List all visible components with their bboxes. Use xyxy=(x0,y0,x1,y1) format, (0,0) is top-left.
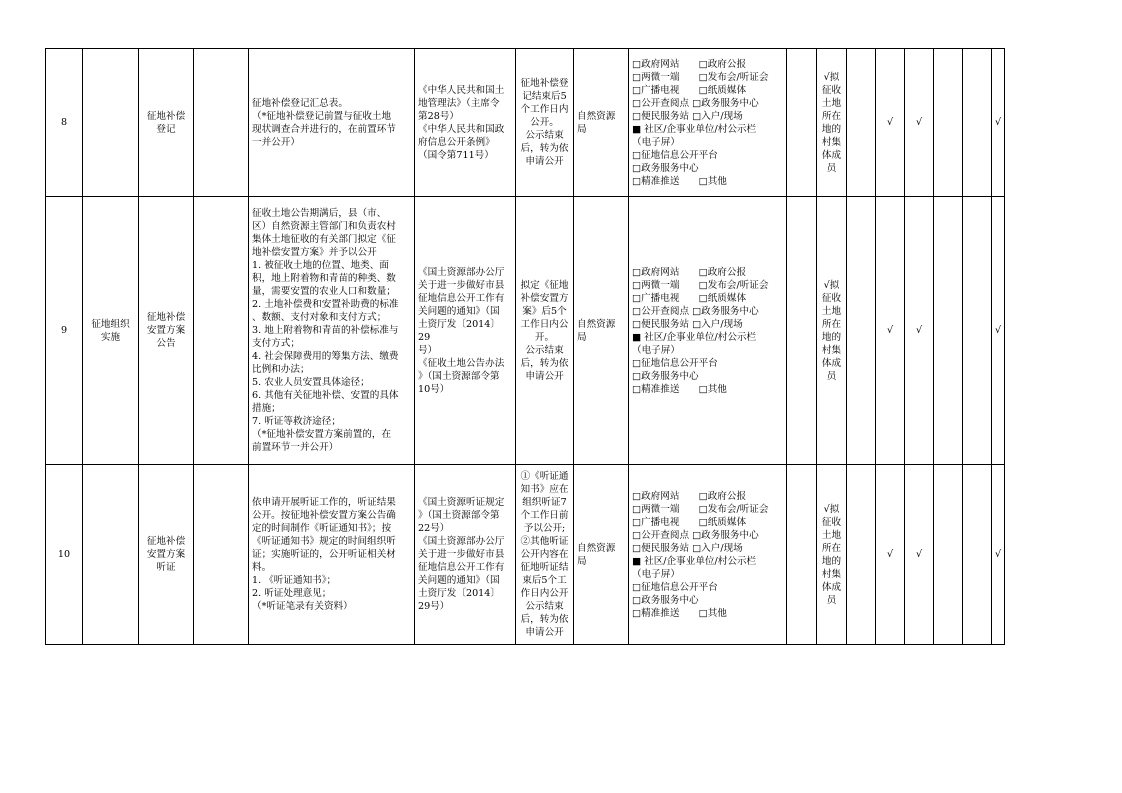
disclosure-channels xyxy=(629,49,787,197)
channel-option: □精准推送 □其他 xyxy=(632,383,727,395)
basis-line: （国令第711号） xyxy=(418,149,494,161)
scope-line: 体成 xyxy=(821,581,842,593)
scope-line: 土地 xyxy=(821,529,842,541)
basis-line: 土资厅发〔2014〕29 xyxy=(418,318,500,343)
basis-line: 《中华人民共和国政 xyxy=(418,123,505,135)
time-line: 知书》应在 xyxy=(520,484,569,495)
content-line: 征地补偿登记汇总表。 xyxy=(252,97,348,109)
scope-line: 征收 xyxy=(821,516,842,528)
time-line: ②其他听证 xyxy=(520,536,569,547)
check-mark xyxy=(934,465,963,645)
channel-option: □广播电视 □纸质媒体 xyxy=(632,292,747,304)
content-line: （*征地补偿登记前置与征收土地 xyxy=(252,110,392,122)
time-line: 后，转为依 xyxy=(520,357,569,369)
time-line: 申请公开 xyxy=(525,156,564,167)
channel-option: □政务服务中心 xyxy=(632,594,699,606)
check-mark: √ xyxy=(992,49,1005,197)
content-line: 6. 其他有关征地补偿、安置的具体 xyxy=(252,390,399,401)
content-line: 5. 农业人员安置具体途径； xyxy=(252,377,370,388)
basis-line: 土资厅发〔2014〕 xyxy=(418,588,500,599)
content-line: 证；实施听证的，公开听证相关材 xyxy=(252,549,396,560)
basis-line: 关于进一步做好市县 xyxy=(418,279,505,291)
scope-line: √拟 xyxy=(823,279,840,291)
check-mark xyxy=(847,197,876,465)
disclosure-subject: 自然资源 局 xyxy=(574,197,629,465)
disclosure-content xyxy=(249,49,415,197)
scope-line: 村集 xyxy=(821,344,842,356)
time-line: 申请公开 xyxy=(525,370,564,382)
table-row xyxy=(46,49,1005,197)
disclosure-time xyxy=(516,49,574,197)
time-line: 后，转为依 xyxy=(520,614,569,625)
time-line: 开。 xyxy=(534,331,555,343)
content-line: （*征地补偿安置方案前置的，在 xyxy=(252,429,392,440)
content-line: 现状调查合并进行的，在前置环节 xyxy=(252,123,396,135)
scope-line: √拟 xyxy=(823,503,840,515)
time-line: 束后5个工 xyxy=(522,575,567,586)
channel-option: □便民服务站 □入户/现场 xyxy=(632,318,743,330)
basis-line: 29号） xyxy=(418,601,450,612)
channel-option: □公开查阅点 □政务服务中心 xyxy=(632,97,759,109)
channel-option: ■ 社区/企事业单位/村公示栏 xyxy=(632,555,757,567)
channel-option: ■ 社区/企事业单位/村公示栏 xyxy=(632,123,757,135)
basis-line: 10号） xyxy=(418,383,450,395)
content-line: 措施； xyxy=(252,403,281,414)
check-mark: √ xyxy=(905,465,934,645)
blank-cell xyxy=(787,465,817,645)
content-line: 2. 土地补偿费和安置补助费的标准 xyxy=(252,299,399,310)
scope-line: 所在 xyxy=(821,110,842,122)
content-line: 一并公开） xyxy=(252,136,300,148)
time-line: 后，转为依 xyxy=(520,143,569,154)
channel-option: □政府网站 □政府公报 xyxy=(632,58,747,70)
scope-line: 体成 xyxy=(821,357,842,369)
time-line: 组织听证7 xyxy=(522,497,567,508)
check-mark xyxy=(963,465,992,645)
content-line: 区）自然资源主管部门和负责农村 xyxy=(252,221,396,232)
check-mark xyxy=(847,465,876,645)
scope-line: √拟 xyxy=(823,71,840,83)
table-row xyxy=(46,465,1005,645)
scope-line: 员 xyxy=(826,370,837,382)
basis-line: 关问题的通知》（国 xyxy=(418,575,500,586)
channel-option: □精准推送 □其他 xyxy=(632,607,727,619)
time-line: 申请公开 xyxy=(525,627,564,638)
time-line: 征地听证结 xyxy=(520,562,569,573)
disclosure-table xyxy=(45,48,1005,645)
item-name: 征地补偿 安置方案 听证 xyxy=(139,465,194,645)
time-line: 公示结束 xyxy=(525,601,564,612)
stage-cell xyxy=(83,49,139,197)
content-line: 《听证通知书》规定的时间组织听 xyxy=(252,536,396,547)
basis-line: 《国土资源听证规定 xyxy=(418,497,505,508)
row-number: 9 xyxy=(46,197,83,465)
content-line: 积，地上附着物和青苗的种类、数 xyxy=(252,273,396,284)
basis-line: 《国土资源部办公厅 xyxy=(418,266,505,278)
basis-line: 》（国土资源部令第 xyxy=(418,510,500,521)
channel-option: □两微一端 □发布会/听证会 xyxy=(632,71,769,83)
channel-option: □政府网站 □政府公报 xyxy=(632,266,747,278)
content-line: 比例和办法； xyxy=(252,364,310,375)
disclosure-channels xyxy=(629,465,787,645)
channel-option: □广播电视 □纸质媒体 xyxy=(632,84,747,96)
check-mark xyxy=(847,49,876,197)
channel-option: ■ 社区/企事业单位/村公示栏 xyxy=(632,331,757,343)
scope-line: 土地 xyxy=(821,305,842,317)
disclosure-content xyxy=(249,465,415,645)
channel-option: □政务服务中心 xyxy=(632,162,699,174)
time-line: 公开。 xyxy=(530,117,559,128)
scope-line: 体成 xyxy=(821,149,842,161)
content-line: 1. 《听证通知书》； xyxy=(252,575,337,586)
time-line: 工作日内公 xyxy=(520,318,569,330)
time-line: 拟定《征地 xyxy=(520,279,569,291)
stage-cell: 征地组织 实施 xyxy=(83,197,139,465)
time-line: 记结束后5 xyxy=(522,91,567,102)
content-line: 支付方式； xyxy=(252,338,300,349)
time-line: 作日内公开 xyxy=(520,588,569,599)
disclosure-basis xyxy=(415,197,516,465)
disclosure-time xyxy=(516,197,574,465)
content-line: 公开。按征地补偿安置方案公告确 xyxy=(252,510,396,521)
scope-line: 地的 xyxy=(821,555,842,567)
row-number: 10 xyxy=(46,465,83,645)
content-line: （*听证笔录有关资料） xyxy=(252,601,353,612)
time-line: 公开内容在 xyxy=(520,549,569,560)
check-mark: √ xyxy=(992,197,1005,465)
basis-line: 地管理法》（主席令 xyxy=(418,97,500,109)
disclosure-subject: 自然资源 局 xyxy=(574,465,629,645)
check-mark xyxy=(963,197,992,465)
scope-line: 征收 xyxy=(821,84,842,96)
time-line: 补偿安置方 xyxy=(520,292,569,304)
disclosure-scope xyxy=(817,49,847,197)
content-line: 前置环节一并公开） xyxy=(252,442,339,453)
content-line: 、数额、支付对象和支付方式； xyxy=(252,312,387,323)
disclosure-subject: 自然资源 局 xyxy=(574,49,629,197)
scope-line: 地的 xyxy=(821,123,842,135)
check-mark xyxy=(934,197,963,465)
disclosure-content xyxy=(249,197,415,465)
scope-line: 征收 xyxy=(821,292,842,304)
channel-option: （电子屏） xyxy=(632,568,680,580)
item-subcategory xyxy=(194,197,249,465)
basis-line: 《中华人民共和国土 xyxy=(418,84,505,96)
item-subcategory xyxy=(194,49,249,197)
disclosure-channels xyxy=(629,197,787,465)
channel-option: （电子屏） xyxy=(632,344,680,356)
content-line: 3. 地上附着物和青苗的补偿标准与 xyxy=(252,325,399,336)
scope-line: 员 xyxy=(826,594,837,606)
channel-option: □公开查阅点 □政务服务中心 xyxy=(632,305,759,317)
channel-option: □征地信息公开平台 xyxy=(632,149,718,161)
basis-line: 第28号） xyxy=(418,110,459,122)
item-subcategory xyxy=(194,465,249,645)
content-line: 定的时间制作《听证通知书》；按 xyxy=(252,523,392,534)
content-line: 4. 社会保障费用的筹集方法、缴费 xyxy=(252,351,399,362)
basis-line: 》（国土资源部令第 xyxy=(418,370,500,382)
disclosure-time xyxy=(516,465,574,645)
time-line: ①《听证通 xyxy=(520,471,569,482)
channel-option: □征地信息公开平台 xyxy=(632,581,718,593)
content-line: 地补偿安置方案》并予以公开 xyxy=(252,247,377,258)
channel-option: □公开查阅点 □政务服务中心 xyxy=(632,529,759,541)
channel-option: （电子屏） xyxy=(632,136,680,148)
channel-option: □政府网站 □政府公报 xyxy=(632,490,747,502)
channel-option: □便民服务站 □入户/现场 xyxy=(632,110,743,122)
content-line: 7. 听证等救济途径； xyxy=(252,416,341,427)
channel-option: □政务服务中心 xyxy=(632,370,699,382)
basis-line: 征地信息公开工作有 xyxy=(418,292,505,304)
channel-option: □征地信息公开平台 xyxy=(632,357,718,369)
check-mark: √ xyxy=(876,49,905,197)
content-line: 征收土地公告期满后，县（市、 xyxy=(252,208,387,219)
content-line: 集体土地征收的有关部门拟定《征 xyxy=(252,234,396,245)
basis-line: 关问题的通知》（国 xyxy=(418,305,500,317)
check-mark: √ xyxy=(876,197,905,465)
disclosure-basis xyxy=(415,49,516,197)
scope-line: 村集 xyxy=(821,136,842,148)
check-mark xyxy=(934,49,963,197)
content-line: 依申请开展听证工作的，听证结果 xyxy=(252,497,396,508)
basis-line: 征地信息公开工作有 xyxy=(418,562,505,573)
check-mark xyxy=(963,49,992,197)
time-line: 个工作日前 xyxy=(520,510,569,521)
content-line: 1. 被征收土地的位置、地类、面 xyxy=(252,260,389,271)
basis-line: 《国土资源部办公厅 xyxy=(418,536,505,547)
channel-option: □便民服务站 □入户/现场 xyxy=(632,542,743,554)
time-line: 个工作日内 xyxy=(520,104,569,115)
basis-line: 22号） xyxy=(418,523,450,534)
content-line: 料。 xyxy=(252,562,272,573)
disclosure-basis xyxy=(415,465,516,645)
stage-cell xyxy=(83,465,139,645)
scope-line: 所在 xyxy=(821,542,842,554)
content-line: 量，需要安置的农业人口和数量； xyxy=(252,286,396,297)
disclosure-scope xyxy=(817,465,847,645)
channel-option: □两微一端 □发布会/听证会 xyxy=(632,279,769,291)
check-mark: √ xyxy=(992,465,1005,645)
scope-line: 地的 xyxy=(821,331,842,343)
content-line: 2. 听证处理意见； xyxy=(252,588,332,599)
time-line: 予以公开; xyxy=(523,523,566,534)
check-mark: √ xyxy=(905,197,934,465)
time-line: 公示结束 xyxy=(525,130,564,141)
channel-option: □两微一端 □发布会/听证会 xyxy=(632,503,769,515)
scope-line: 村集 xyxy=(821,568,842,580)
basis-line: 《征收土地公告办法 xyxy=(418,357,505,369)
channel-option: □广播电视 □纸质媒体 xyxy=(632,516,747,528)
time-line: 征地补偿登 xyxy=(520,78,569,89)
scope-line: 员 xyxy=(826,162,837,174)
blank-cell xyxy=(787,197,817,465)
channel-option: □精准推送 □其他 xyxy=(632,175,727,187)
blank-cell xyxy=(787,49,817,197)
item-name: 征地补偿 登记 xyxy=(139,49,194,197)
time-line: 案》后5个 xyxy=(522,305,567,317)
basis-line: 号） xyxy=(418,344,438,356)
scope-line: 土地 xyxy=(821,97,842,109)
table-row xyxy=(46,197,1005,465)
row-number: 8 xyxy=(46,49,83,197)
time-line: 公示结束 xyxy=(525,344,564,356)
scope-line: 所在 xyxy=(821,318,842,330)
disclosure-scope xyxy=(817,197,847,465)
item-name: 征地补偿 安置方案 公告 xyxy=(139,197,194,465)
check-mark: √ xyxy=(876,465,905,645)
basis-line: 关于进一步做好市县 xyxy=(418,549,505,560)
check-mark: √ xyxy=(905,49,934,197)
basis-line: 府信息公开条例》 xyxy=(418,136,495,148)
